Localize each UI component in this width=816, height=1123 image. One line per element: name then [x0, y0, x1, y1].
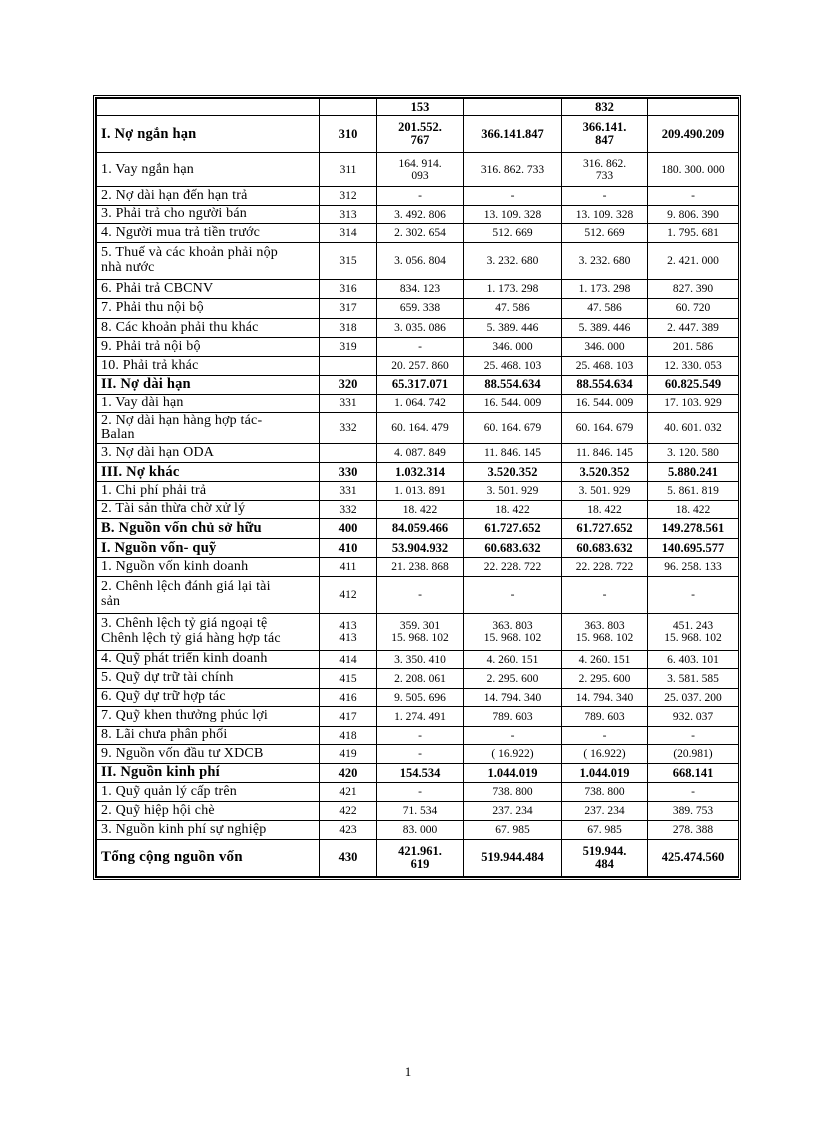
row-label: 3. Phải trả cho người bán [97, 205, 320, 223]
value-col-2: ( 16.922) [464, 745, 562, 763]
value-col-4: 6. 403. 101 [648, 650, 739, 668]
value-col-1: 71. 534 [377, 801, 464, 821]
value-col-3: 14. 794. 340 [562, 688, 648, 706]
value-col-2: 738. 800 [464, 783, 562, 801]
value-col-2: 13. 109. 328 [464, 205, 562, 223]
value-col-1: 9. 505. 696 [377, 688, 464, 706]
value-col-4: 2. 421. 000 [648, 242, 739, 279]
value-col-2: 1. 173. 298 [464, 279, 562, 299]
value-col-1: 84.059.466 [377, 519, 464, 539]
row-label: III. Nợ khác [97, 462, 320, 482]
value-col-4: 209.490.209 [648, 116, 739, 153]
value-col-3: 5. 389. 446 [562, 318, 648, 338]
row-label: 8. Các khoản phải thu khác [97, 318, 320, 338]
row-label: 5. Thuế và các khoản phải nộp nhà nước [97, 242, 320, 279]
value-col-1: 21. 238. 868 [377, 558, 464, 576]
row-code: 413 413 [320, 613, 377, 650]
value-col-3: 789. 603 [562, 707, 648, 727]
value-col-4: 668.141 [648, 763, 739, 783]
value-col-2: 2. 295. 600 [464, 669, 562, 689]
value-col-2: 47. 586 [464, 299, 562, 319]
row-label: I. Nguồn vốn- quỹ [97, 538, 320, 558]
value-col-1: 2. 208. 061 [377, 669, 464, 689]
table-row [97, 745, 739, 763]
row-code: 422 [320, 801, 377, 821]
value-col-4: 18. 422 [648, 500, 739, 518]
value-col-3: 1. 173. 298 [562, 279, 648, 299]
row-code: 331 [320, 394, 377, 412]
value-col-1: 20. 257. 860 [377, 356, 464, 376]
row-label: 1. Quỹ quản lý cấp trên [97, 783, 320, 801]
value-col-1: - [377, 576, 464, 613]
table-row [97, 279, 739, 299]
value-col-1: 53.904.932 [377, 538, 464, 558]
value-col-4: 96. 258. 133 [648, 558, 739, 576]
value-col-1: - [377, 726, 464, 744]
value-col-1: 659. 338 [377, 299, 464, 319]
table-row [97, 801, 739, 821]
value-col-3: - [562, 726, 648, 744]
value-col-4: 149.278.561 [648, 519, 739, 539]
value-col-4: 60.825.549 [648, 376, 739, 394]
row-code: 316 [320, 279, 377, 299]
row-label: 1. Chi phí phải trả [97, 482, 320, 500]
row-code: 319 [320, 338, 377, 356]
row-code: 400 [320, 519, 377, 539]
value-col-2: 25. 468. 103 [464, 356, 562, 376]
table-row [97, 394, 739, 412]
value-col-4: 3. 581. 585 [648, 669, 739, 689]
value-col-4: 932. 037 [648, 707, 739, 727]
value-col-3: 738. 800 [562, 783, 648, 801]
value-col-3: 16. 544. 009 [562, 394, 648, 412]
table-row [97, 707, 739, 727]
value-col-4: 278. 388 [648, 821, 739, 839]
value-col-1: - [377, 338, 464, 356]
row-label: 9. Nguồn vốn đầu tư XDCB [97, 745, 320, 763]
value-col-4: 451. 243 15. 968. 102 [648, 613, 739, 650]
value-col-1: 65.317.071 [377, 376, 464, 394]
value-col-1: 359. 301 15. 968. 102 [377, 613, 464, 650]
table-row [97, 821, 739, 839]
value-col-4: 60. 720 [648, 299, 739, 319]
row-label: 3. Chênh lệch tỷ giá ngoại tệ Chênh lệch tỷ giá hàng hợp tác [97, 613, 320, 650]
table-row [97, 538, 739, 558]
table-row [97, 444, 739, 462]
value-col-1: 154.534 [377, 763, 464, 783]
row-code: 313 [320, 205, 377, 223]
table-row [97, 558, 739, 576]
row-label: I. Nợ ngắn hạn [97, 116, 320, 153]
table-row [97, 376, 739, 394]
value-col-4: - [648, 783, 739, 801]
value-col-2: 11. 846. 145 [464, 444, 562, 462]
row-label: 1. Nguồn vốn kinh doanh [97, 558, 320, 576]
row-code: 411 [320, 558, 377, 576]
value-col-1: 1. 274. 491 [377, 707, 464, 727]
value-col-3: 22. 228. 722 [562, 558, 648, 576]
value-col-3: 3.520.352 [562, 462, 648, 482]
value-col-2: 22. 228. 722 [464, 558, 562, 576]
balance-sheet-table [96, 98, 739, 877]
value-col-2: 3. 232. 680 [464, 242, 562, 279]
value-col-3: - [562, 187, 648, 205]
value-col-1: 1.032.314 [377, 462, 464, 482]
value-col-2: 1.044.019 [464, 763, 562, 783]
value-col-2: 3. 501. 929 [464, 482, 562, 500]
value-col-3: 512. 669 [562, 224, 648, 242]
value-col-4: 9. 806. 390 [648, 205, 739, 223]
table-row [97, 187, 739, 205]
table-row [97, 783, 739, 801]
value-col-4: 425.474.560 [648, 839, 739, 876]
value-col-2: 88.554.634 [464, 376, 562, 394]
row-label: 1. Vay dài hạn [97, 394, 320, 412]
row-code: 318 [320, 318, 377, 338]
balance-sheet-frame [93, 95, 741, 880]
table-row [97, 669, 739, 689]
row-code: 421 [320, 783, 377, 801]
row-code [320, 444, 377, 462]
table-row [97, 519, 739, 539]
value-col-4: 5.880.241 [648, 462, 739, 482]
row-code: 311 [320, 153, 377, 187]
row-code [320, 356, 377, 376]
value-col-4: 12. 330. 053 [648, 356, 739, 376]
value-col-1: 421.961. 619 [377, 839, 464, 876]
row-label: 9. Phải trả nội bộ [97, 338, 320, 356]
value-col-1: 1. 064. 742 [377, 394, 464, 412]
row-label: 2. Nợ dài hạn đến hạn trả [97, 187, 320, 205]
value-col-2 [464, 99, 562, 116]
row-code [320, 99, 377, 116]
value-col-3: 316. 862. 733 [562, 153, 648, 187]
value-col-2: 67. 985 [464, 821, 562, 839]
value-col-2: 4. 260. 151 [464, 650, 562, 668]
value-col-2: 3.520.352 [464, 462, 562, 482]
table-row [97, 726, 739, 744]
row-code: 317 [320, 299, 377, 319]
value-col-3: 3. 232. 680 [562, 242, 648, 279]
row-label: II. Nguồn kinh phí [97, 763, 320, 783]
value-col-2: 60. 164. 679 [464, 413, 562, 444]
row-code: 312 [320, 187, 377, 205]
value-col-2: 18. 422 [464, 500, 562, 518]
value-col-1: 18. 422 [377, 500, 464, 518]
value-col-3: - [562, 576, 648, 613]
value-col-2: - [464, 726, 562, 744]
value-col-4: 827. 390 [648, 279, 739, 299]
value-col-2: 789. 603 [464, 707, 562, 727]
row-code: 430 [320, 839, 377, 876]
value-col-2: - [464, 187, 562, 205]
value-col-3: 3. 501. 929 [562, 482, 648, 500]
row-label: 2. Nợ dài hạn hàng hợp tác- Balan [97, 413, 320, 444]
value-col-4: 140.695.577 [648, 538, 739, 558]
table-row [97, 688, 739, 706]
value-col-3: 88.554.634 [562, 376, 648, 394]
value-col-1: 60. 164. 479 [377, 413, 464, 444]
row-label: 8. Lãi chưa phân phối [97, 726, 320, 744]
value-col-3: 237. 234 [562, 801, 648, 821]
value-col-1: 4. 087. 849 [377, 444, 464, 462]
row-code: 416 [320, 688, 377, 706]
value-col-4: 40. 601. 032 [648, 413, 739, 444]
row-code: 320 [320, 376, 377, 394]
value-col-2: 5. 389. 446 [464, 318, 562, 338]
value-col-1: 2. 302. 654 [377, 224, 464, 242]
value-col-3: 47. 586 [562, 299, 648, 319]
row-label: 2. Chênh lệch đánh giá lại tài sản [97, 576, 320, 613]
row-label: 5. Quỹ dự trữ tài chính [97, 669, 320, 689]
table-row [97, 116, 739, 153]
row-code: 315 [320, 242, 377, 279]
row-label: 6. Phải trả CBCNV [97, 279, 320, 299]
row-code: 314 [320, 224, 377, 242]
value-col-2: 519.944.484 [464, 839, 562, 876]
row-label: 2. Quỹ hiệp hội chè [97, 801, 320, 821]
row-label: 4. Quỹ phát triển kinh doanh [97, 650, 320, 668]
row-label: 1. Vay ngắn hạn [97, 153, 320, 187]
table-row [97, 153, 739, 187]
value-col-3: 61.727.652 [562, 519, 648, 539]
table-row [97, 763, 739, 783]
row-label: 7. Quỹ khen thưởng phúc lợi [97, 707, 320, 727]
table-row [97, 338, 739, 356]
value-col-1: 3. 492. 806 [377, 205, 464, 223]
value-col-4: 180. 300. 000 [648, 153, 739, 187]
table-row [97, 613, 739, 650]
value-col-3: 346. 000 [562, 338, 648, 356]
value-col-4: 5. 861. 819 [648, 482, 739, 500]
value-col-3: 4. 260. 151 [562, 650, 648, 668]
value-col-4: 2. 447. 389 [648, 318, 739, 338]
value-col-2: 60.683.632 [464, 538, 562, 558]
page-number: 1 [404, 1064, 412, 1079]
table-row [97, 318, 739, 338]
value-col-3: 60.683.632 [562, 538, 648, 558]
value-col-3: 25. 468. 103 [562, 356, 648, 376]
row-code: 418 [320, 726, 377, 744]
table-row [97, 576, 739, 613]
table-row [97, 224, 739, 242]
row-code: 415 [320, 669, 377, 689]
value-col-2: 16. 544. 009 [464, 394, 562, 412]
row-code: 330 [320, 462, 377, 482]
value-col-3: 832 [562, 99, 648, 116]
value-col-4: 1. 795. 681 [648, 224, 739, 242]
row-label: 3. Nợ dài hạn ODA [97, 444, 320, 462]
value-col-3: 11. 846. 145 [562, 444, 648, 462]
table-row [97, 242, 739, 279]
row-label: 10. Phải trả khác [97, 356, 320, 376]
row-label: B. Nguồn vốn chủ sở hữu [97, 519, 320, 539]
value-col-1: 164. 914. 093 [377, 153, 464, 187]
table-row [97, 500, 739, 518]
value-col-3: 18. 422 [562, 500, 648, 518]
value-col-4 [648, 99, 739, 116]
row-label [97, 99, 320, 116]
row-label: Tổng cộng nguồn vốn [97, 839, 320, 876]
value-col-1: 3. 350. 410 [377, 650, 464, 668]
value-col-4: (20.981) [648, 745, 739, 763]
value-col-1: 153 [377, 99, 464, 116]
table-row [97, 99, 739, 116]
value-col-4: 201. 586 [648, 338, 739, 356]
value-col-1: 201.552. 767 [377, 116, 464, 153]
value-col-2: 61.727.652 [464, 519, 562, 539]
row-label: 7. Phải thu nội bộ [97, 299, 320, 319]
row-code: 420 [320, 763, 377, 783]
row-code: 410 [320, 538, 377, 558]
value-col-2: 316. 862. 733 [464, 153, 562, 187]
table-row [97, 462, 739, 482]
value-col-4: - [648, 576, 739, 613]
row-code: 310 [320, 116, 377, 153]
value-col-2: - [464, 576, 562, 613]
value-col-3: 67. 985 [562, 821, 648, 839]
value-col-4: 25. 037. 200 [648, 688, 739, 706]
value-col-1: - [377, 187, 464, 205]
value-col-2: 363. 803 15. 968. 102 [464, 613, 562, 650]
value-col-4: - [648, 726, 739, 744]
value-col-1: - [377, 745, 464, 763]
row-code: 331 [320, 482, 377, 500]
value-col-4: 389. 753 [648, 801, 739, 821]
value-col-3: 519.944. 484 [562, 839, 648, 876]
row-code: 417 [320, 707, 377, 727]
table-row [97, 839, 739, 876]
table-row [97, 413, 739, 444]
table-row [97, 482, 739, 500]
value-col-3: 363. 803 15. 968. 102 [562, 613, 648, 650]
row-code: 412 [320, 576, 377, 613]
value-col-3: 60. 164. 679 [562, 413, 648, 444]
value-col-2: 237. 234 [464, 801, 562, 821]
value-col-2: 14. 794. 340 [464, 688, 562, 706]
value-col-2: 366.141.847 [464, 116, 562, 153]
row-code: 414 [320, 650, 377, 668]
value-col-2: 346. 000 [464, 338, 562, 356]
value-col-3: 1.044.019 [562, 763, 648, 783]
value-col-1: 3. 056. 804 [377, 242, 464, 279]
value-col-1: 834. 123 [377, 279, 464, 299]
row-code: 419 [320, 745, 377, 763]
table-row [97, 650, 739, 668]
value-col-4: 3. 120. 580 [648, 444, 739, 462]
row-label: 4. Người mua trả tiền trước [97, 224, 320, 242]
row-code: 332 [320, 413, 377, 444]
row-code: 423 [320, 821, 377, 839]
table-row [97, 299, 739, 319]
value-col-1: - [377, 783, 464, 801]
row-code: 332 [320, 500, 377, 518]
row-label: 6. Quỹ dự trữ hợp tác [97, 688, 320, 706]
value-col-4: 17. 103. 929 [648, 394, 739, 412]
value-col-3: 366.141. 847 [562, 116, 648, 153]
row-label: II. Nợ dài hạn [97, 376, 320, 394]
row-label: 2. Tài sản thừa chờ xử lý [97, 500, 320, 518]
row-label: 3. Nguồn kinh phí sự nghiệp [97, 821, 320, 839]
value-col-4: - [648, 187, 739, 205]
table-row [97, 205, 739, 223]
value-col-1: 3. 035. 086 [377, 318, 464, 338]
value-col-1: 1. 013. 891 [377, 482, 464, 500]
value-col-3: 2. 295. 600 [562, 669, 648, 689]
value-col-3: 13. 109. 328 [562, 205, 648, 223]
value-col-3: ( 16.922) [562, 745, 648, 763]
value-col-2: 512. 669 [464, 224, 562, 242]
table-row [97, 356, 739, 376]
value-col-1: 83. 000 [377, 821, 464, 839]
